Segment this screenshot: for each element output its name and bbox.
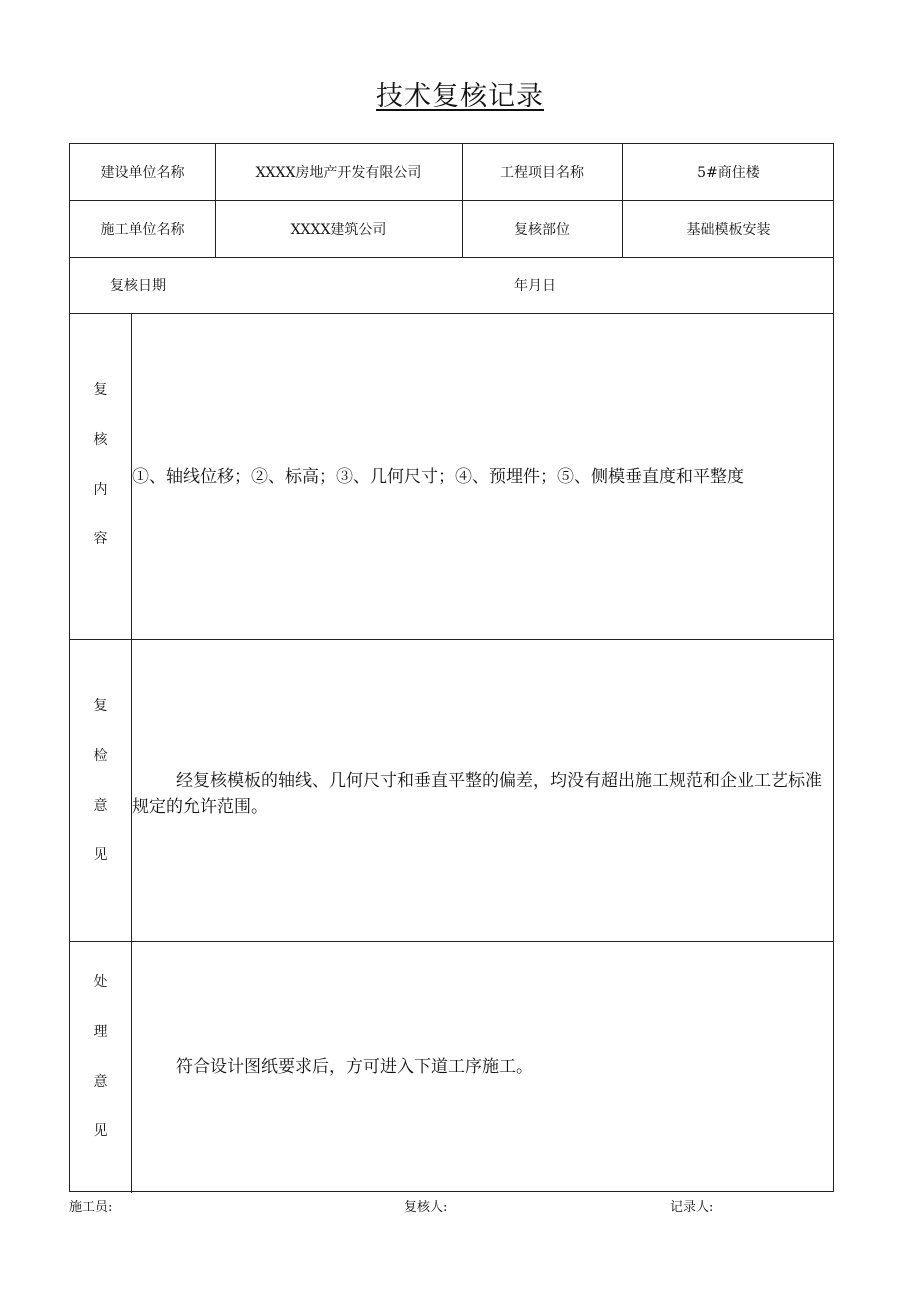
review-part-value: 基础模板安装 (686, 221, 771, 238)
label-char: 内 (93, 482, 108, 498)
recorder-signature-label: 记录人: (670, 1200, 714, 1215)
row-divider (70, 639, 833, 640)
review-date-label: 复核日期 (110, 278, 166, 294)
handling-opinion-text: 符合设计图纸要求后，方可进入下道工序施工。 (176, 1057, 533, 1077)
label-char: 容 (93, 531, 108, 547)
record-table (69, 143, 834, 1192)
review-opinion-section-label (70, 639, 131, 941)
label-char: 检 (93, 748, 108, 764)
contractor-label: 施工单位名称 (100, 221, 185, 238)
review-content-text: ①、轴线位移；②、标高；③、几何尺寸；④、预埋件；⑤、侧模垂直度和平整度 (132, 467, 744, 487)
label-char: 理 (93, 1024, 108, 1040)
label-char: 核 (93, 432, 108, 448)
label-char: 处 (93, 974, 108, 990)
row-divider (70, 313, 833, 314)
label-char: 见 (93, 1123, 108, 1139)
review-date-value: 年月日 (514, 278, 556, 294)
label-char: 复 (93, 698, 108, 714)
review-opinion-text: 经复核模板的轴线、几何尺寸和垂直平整的偏差，均没有超出施工规范和企业工艺标准规定的允许范围。 (132, 771, 822, 817)
constructor-signature-label: 施工员: (69, 1200, 113, 1215)
project-name-value: 5#商住楼 (697, 165, 760, 181)
project-name-label: 工程项目名称 (500, 165, 584, 181)
reviewer-signature-label: 复核人: (404, 1200, 448, 1215)
label-char: 意 (93, 798, 108, 814)
contractor-value: XXXX建筑公司 (290, 221, 387, 238)
review-part-label: 复核部位 (514, 221, 570, 238)
row-divider (70, 941, 833, 942)
handling-opinion-section-label (70, 941, 131, 1193)
content-section-label (70, 313, 131, 639)
label-char: 见 (93, 847, 108, 863)
owner-unit-label: 建设单位名称 (100, 165, 185, 181)
document-title: 技术复核记录 (376, 81, 544, 112)
label-char: 意 (93, 1074, 108, 1090)
column-divider (131, 313, 132, 1193)
owner-unit-value: XXXX房地产开发有限公司 (255, 165, 422, 181)
label-char: 复 (93, 382, 108, 398)
